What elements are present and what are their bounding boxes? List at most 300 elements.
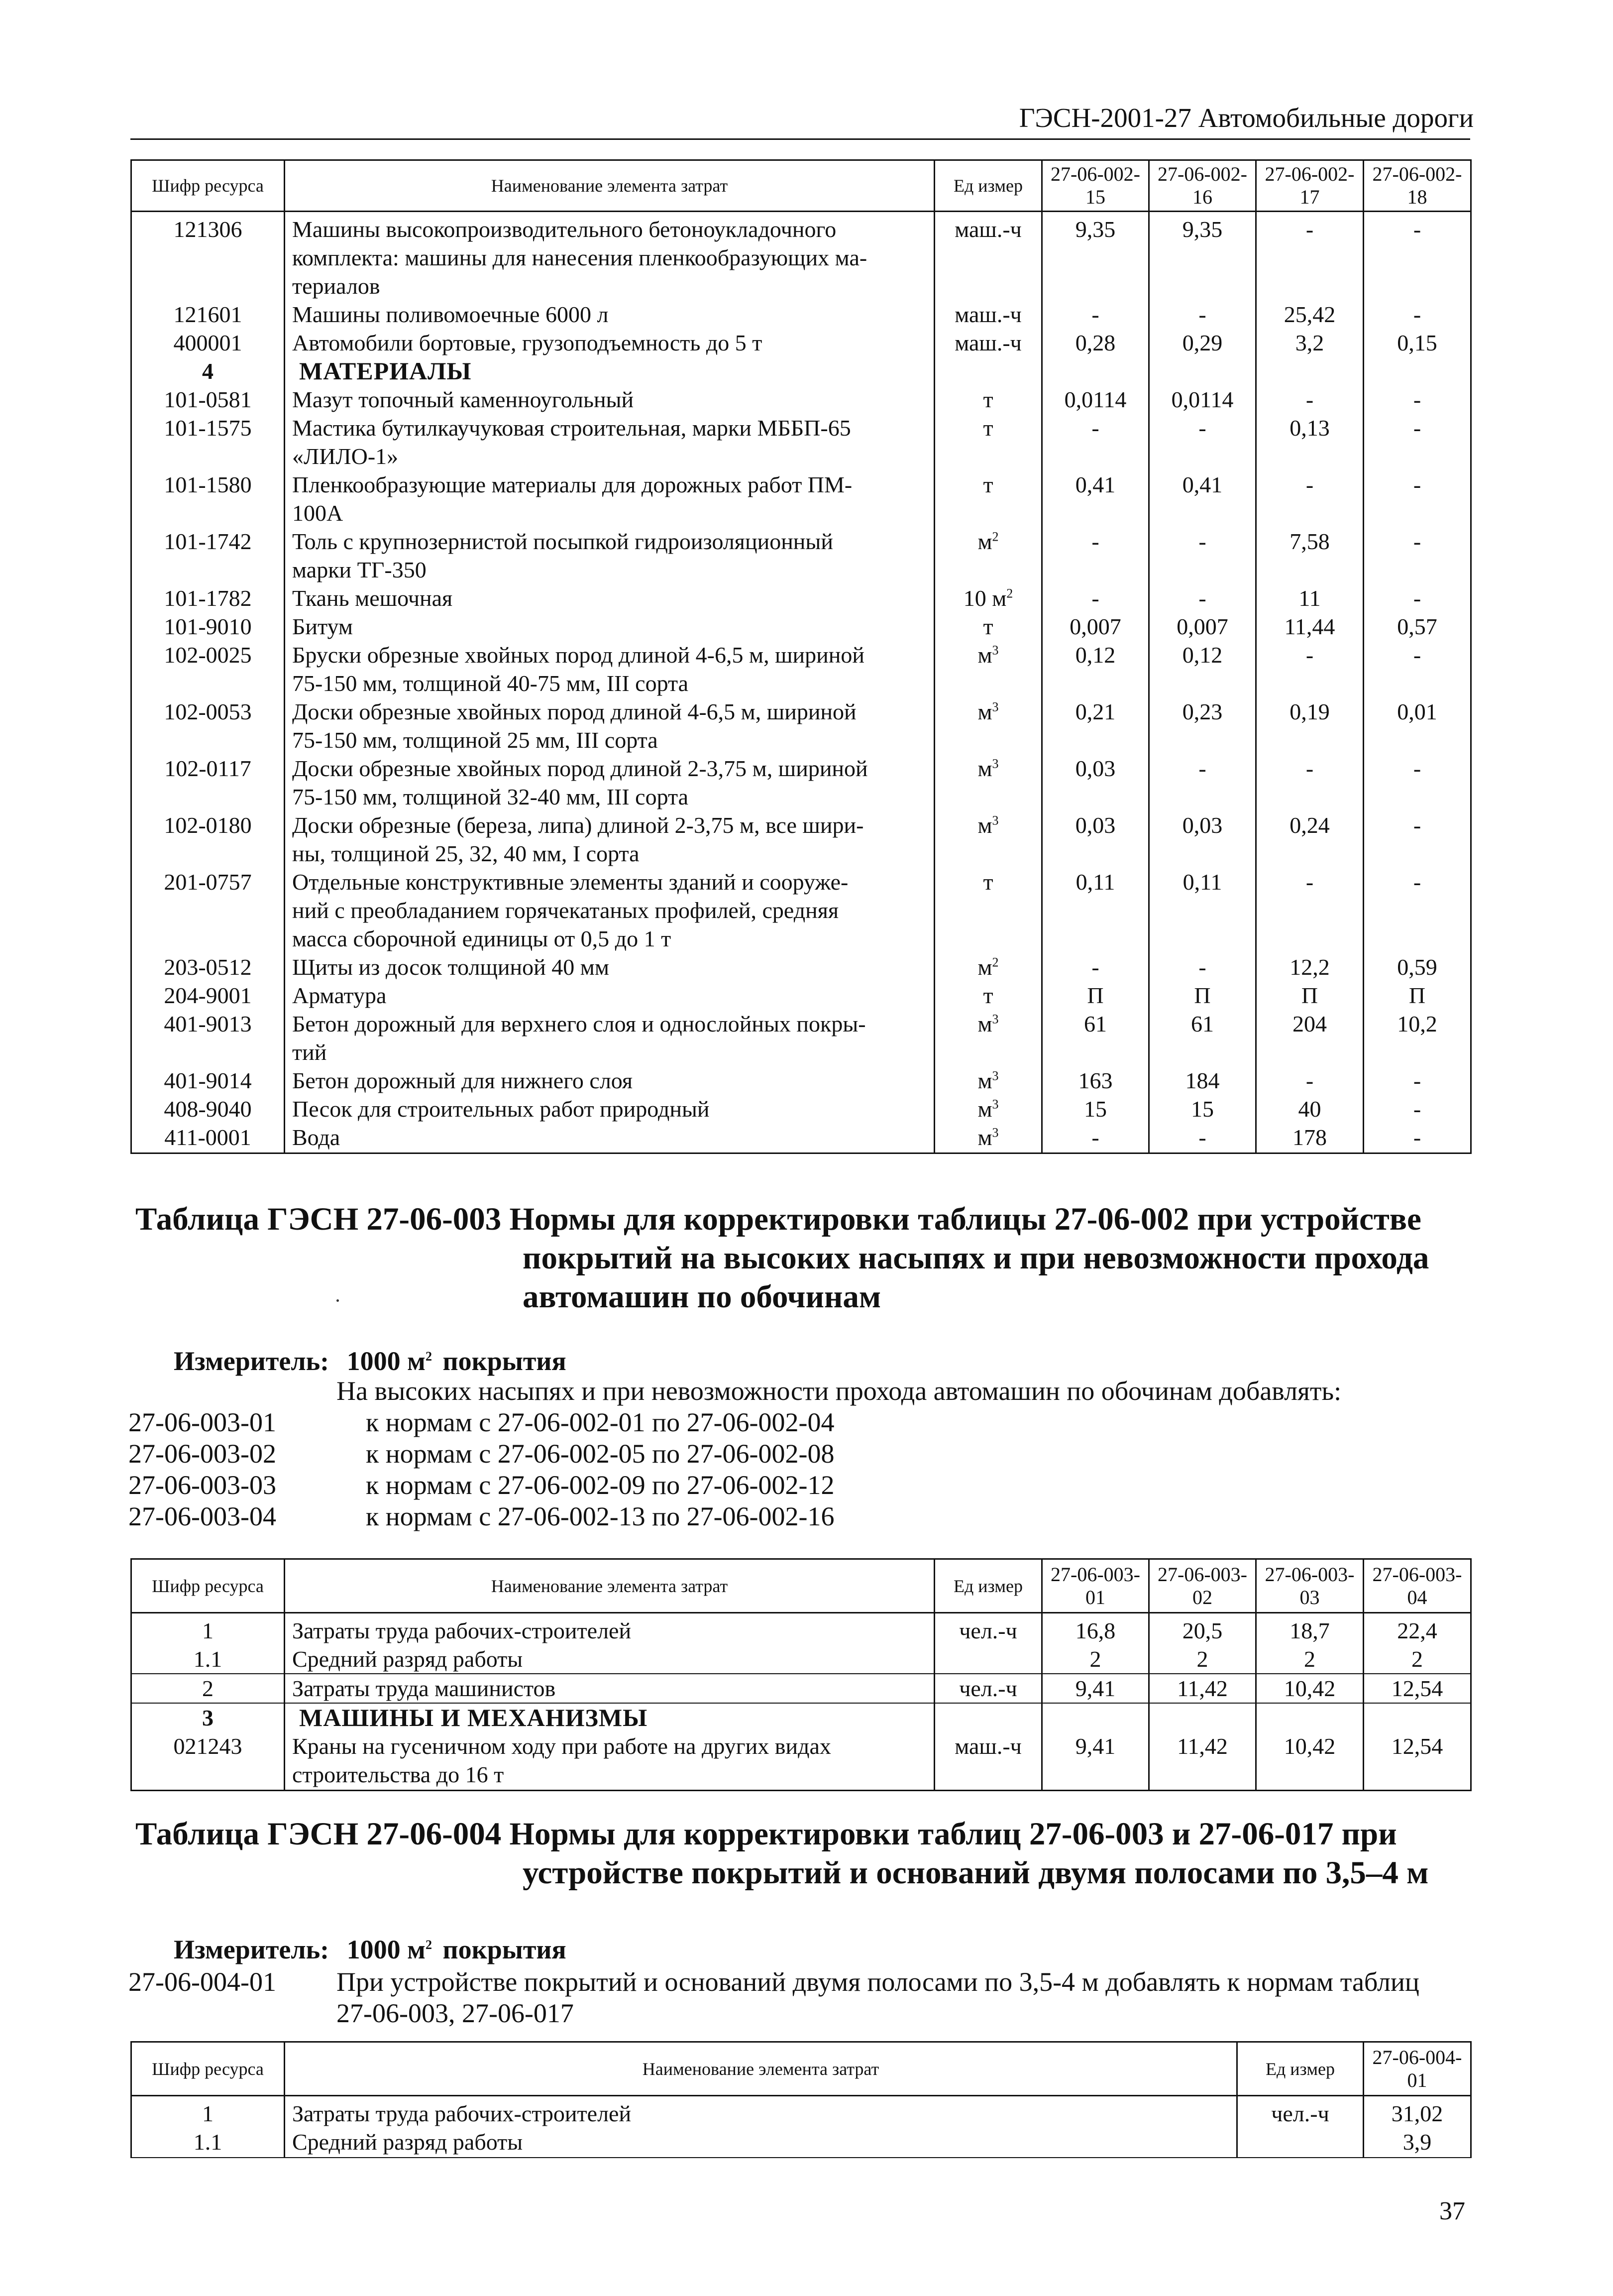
table-row bbox=[131, 726, 1471, 754]
resource-name: Затраты труда рабочих-строителей bbox=[285, 1613, 935, 1645]
norm-value: - bbox=[1364, 1123, 1471, 1153]
resource-unit bbox=[935, 442, 1042, 470]
norm-value: - bbox=[1364, 470, 1471, 499]
norm-value: - bbox=[1364, 641, 1471, 669]
resource-name: Толь с крупнозернистой посыпкой гидроизоляционный bbox=[285, 527, 935, 556]
resource-name: Средний разряд работы bbox=[285, 1645, 935, 1674]
table-row bbox=[131, 499, 1471, 527]
norm-value: 15 bbox=[1042, 1095, 1149, 1123]
unit-text: маш.-ч bbox=[955, 330, 1022, 355]
norm-value: - bbox=[1149, 953, 1256, 981]
norm-value bbox=[1149, 357, 1256, 385]
norm-value: 3,9 bbox=[1364, 2128, 1471, 2158]
table-row bbox=[131, 470, 1471, 499]
resource-code: 1.1 bbox=[131, 1645, 285, 1674]
resource-unit bbox=[935, 556, 1042, 584]
measure-exp: 2 bbox=[425, 1938, 432, 1952]
header-col: 27-06-003-02 bbox=[1149, 1559, 1256, 1613]
norm-value: - bbox=[1042, 414, 1149, 442]
table-row bbox=[131, 414, 1471, 442]
norm-value: 0,11 bbox=[1149, 868, 1256, 896]
unit-exponent: 3 bbox=[992, 643, 999, 658]
norm-value bbox=[1149, 726, 1256, 754]
unit-text: т bbox=[983, 983, 993, 1008]
unit-exponent: 3 bbox=[992, 699, 999, 714]
unit-text: т bbox=[983, 472, 993, 497]
resource-unit bbox=[935, 272, 1042, 300]
norm-value: - bbox=[1149, 527, 1256, 556]
norm-item bbox=[128, 1438, 835, 1469]
norm-value: 0,03 bbox=[1149, 811, 1256, 839]
norm-value bbox=[1256, 1703, 1364, 1732]
norm-value: 0,11 bbox=[1042, 868, 1149, 896]
table-header-row bbox=[131, 1559, 1471, 1613]
resource-unit bbox=[935, 1703, 1042, 1732]
table-row bbox=[131, 783, 1471, 811]
unit-text: т bbox=[983, 614, 993, 639]
resource-name: ны, толщиной 25, 32, 40 мм, I сорта bbox=[285, 839, 935, 868]
resource-unit bbox=[935, 839, 1042, 868]
resource-name: Битум bbox=[285, 612, 935, 641]
resource-name: Средний разряд работы bbox=[285, 2128, 1237, 2158]
resource-code: 101-9010 bbox=[131, 612, 285, 641]
resource-name: Мастика бутилкаучуковая строительная, марки МББП-65 bbox=[285, 414, 935, 442]
resource-unit bbox=[935, 783, 1042, 811]
unit-text: м bbox=[977, 812, 992, 838]
unit-exponent: 3 bbox=[992, 1012, 999, 1027]
measure-value: 1000 м bbox=[346, 1346, 426, 1376]
resource-code: 101-0581 bbox=[131, 385, 285, 414]
unit-exponent: 3 bbox=[992, 813, 999, 828]
resource-name: Затраты труда рабочих-строителей bbox=[285, 2096, 1237, 2128]
resource-unit bbox=[935, 669, 1042, 697]
norm-value: - bbox=[1149, 584, 1256, 612]
resource-name: Бетон дорожный для нижнего слоя bbox=[285, 1066, 935, 1095]
table-header-row bbox=[131, 160, 1471, 212]
norm-value bbox=[1256, 669, 1364, 697]
norm-value: - bbox=[1364, 300, 1471, 329]
norm-value bbox=[1256, 499, 1364, 527]
resource-unit bbox=[935, 212, 1042, 244]
norm-value bbox=[1364, 726, 1471, 754]
print-speck bbox=[336, 1299, 339, 1302]
header-name: Наименование элемента затрат bbox=[285, 2042, 1237, 2096]
norm-value: 0,12 bbox=[1042, 641, 1149, 669]
norm-value bbox=[1364, 669, 1471, 697]
norm-value: - bbox=[1042, 300, 1149, 329]
table-row bbox=[131, 641, 1471, 669]
header-code: Шифр ресурса bbox=[131, 2042, 285, 2096]
unit-text: 10 м bbox=[963, 585, 1007, 611]
resource-code: 101-1782 bbox=[131, 584, 285, 612]
norm-value: 0,15 bbox=[1364, 329, 1471, 357]
norm-value bbox=[1149, 896, 1256, 924]
resource-unit bbox=[935, 1010, 1042, 1038]
resource-code: 204-9001 bbox=[131, 981, 285, 1010]
norm-value: - bbox=[1364, 811, 1471, 839]
norm-value bbox=[1042, 499, 1149, 527]
resource-unit bbox=[935, 1038, 1042, 1066]
unit-exponent: 3 bbox=[992, 756, 999, 771]
norm-value: 9,35 bbox=[1149, 212, 1256, 244]
resource-name: териалов bbox=[285, 272, 935, 300]
unit-exponent: 3 bbox=[992, 1097, 999, 1112]
resource-code: 121601 bbox=[131, 300, 285, 329]
resource-code bbox=[131, 896, 285, 924]
norm-value: 163 bbox=[1042, 1066, 1149, 1095]
norm-value bbox=[1364, 1703, 1471, 1732]
norm-value: 11,42 bbox=[1149, 1732, 1256, 1760]
header-col: 27-06-003-03 bbox=[1256, 1559, 1364, 1613]
resource-name: тий bbox=[285, 1038, 935, 1066]
page-number: 37 bbox=[1439, 2197, 1465, 2225]
table-row bbox=[131, 868, 1471, 896]
resource-unit bbox=[935, 754, 1042, 783]
header-code: Шифр ресурса bbox=[131, 160, 285, 212]
resource-name: Машины высокопроизводительного бетоноукладочного bbox=[285, 212, 935, 244]
resource-code: 121306 bbox=[131, 212, 285, 244]
norm-value bbox=[1149, 499, 1256, 527]
unit-text: т bbox=[983, 869, 993, 895]
norm-value: 0,24 bbox=[1256, 811, 1364, 839]
norm-value bbox=[1042, 272, 1149, 300]
norm-value: - bbox=[1042, 584, 1149, 612]
table-row bbox=[131, 212, 1471, 244]
norm-value: - bbox=[1042, 527, 1149, 556]
norm-value: 20,5 bbox=[1149, 1613, 1256, 1645]
norm-value: 0,007 bbox=[1042, 612, 1149, 641]
norm-value bbox=[1042, 556, 1149, 584]
resource-unit bbox=[935, 329, 1042, 357]
norm-text: к нормам с 27-06-002-01 по 27-06-002-04 bbox=[366, 1407, 835, 1437]
header-col: 27-06-002-15 bbox=[1042, 160, 1149, 212]
norm-value: - bbox=[1149, 414, 1256, 442]
norm-value: 40 bbox=[1256, 1095, 1364, 1123]
norm-text: к нормам с 27-06-002-13 по 27-06-002-16 bbox=[366, 1501, 835, 1531]
resource-code: 102-0180 bbox=[131, 811, 285, 839]
title-line: Таблица ГЭСН 27-06-004 Нормы для корректировки таблиц 27-06-003 и 27-06-017 при bbox=[135, 1816, 1397, 1852]
resource-unit bbox=[935, 726, 1042, 754]
resource-code: 1 bbox=[131, 2096, 285, 2128]
unit-exponent: 2 bbox=[1006, 586, 1013, 601]
norm-value bbox=[1256, 839, 1364, 868]
table-row bbox=[131, 811, 1471, 839]
resource-code bbox=[131, 783, 285, 811]
resource-unit bbox=[935, 470, 1042, 499]
norm-item bbox=[128, 1501, 835, 1532]
table-body bbox=[131, 1613, 1471, 1791]
norm-value bbox=[1256, 1038, 1364, 1066]
norm-value: - bbox=[1364, 584, 1471, 612]
norm-value bbox=[1256, 783, 1364, 811]
norm-value bbox=[1256, 272, 1364, 300]
norm-value bbox=[1149, 1760, 1256, 1791]
resource-unit bbox=[935, 357, 1042, 385]
norm-value: П bbox=[1042, 981, 1149, 1010]
table-row bbox=[131, 329, 1471, 357]
table-row bbox=[131, 1095, 1471, 1123]
title-line: устройстве покрытий и оснований двумя полосами по 3,5–4 м bbox=[523, 1855, 1429, 1891]
unit-text: м bbox=[977, 1096, 992, 1122]
norm-value bbox=[1149, 783, 1256, 811]
header-rule bbox=[130, 138, 1470, 140]
resource-unit bbox=[935, 612, 1042, 641]
measure-suffix: покрытия bbox=[442, 1935, 566, 1964]
resource-unit bbox=[935, 1760, 1042, 1791]
resource-name: масса сборочной единицы от 0,5 до 1 т bbox=[285, 924, 935, 953]
norm-value: - bbox=[1256, 1066, 1364, 1095]
unit-text: т bbox=[983, 415, 993, 441]
resource-unit bbox=[935, 414, 1042, 442]
norm-value bbox=[1149, 243, 1256, 272]
norm-value: 0,29 bbox=[1149, 329, 1256, 357]
norm-value: 25,42 bbox=[1256, 300, 1364, 329]
resource-name: 75-150 мм, толщиной 32-40 мм, III сорта bbox=[285, 783, 935, 811]
resource-name: Доски обрезные хвойных пород длиной 4-6,5 м, шириной bbox=[285, 697, 935, 726]
norm-value: 0,41 bbox=[1149, 470, 1256, 499]
resource-name: Доски обрезные (береза, липа) длиной 2-3,75 м, все шири- bbox=[285, 811, 935, 839]
resource-code: 201-0757 bbox=[131, 868, 285, 896]
norm-value bbox=[1149, 839, 1256, 868]
resource-code: 203-0512 bbox=[131, 953, 285, 981]
unit-text: м bbox=[977, 1068, 992, 1093]
norm-value: П bbox=[1149, 981, 1256, 1010]
norm-value bbox=[1042, 1760, 1149, 1791]
norm-value: - bbox=[1256, 641, 1364, 669]
norm-value: - bbox=[1364, 1066, 1471, 1095]
table-row bbox=[131, 896, 1471, 924]
table-row bbox=[131, 1613, 1471, 1645]
resource-name: Бетон дорожный для верхнего слоя и однослойных покры- bbox=[285, 1010, 935, 1038]
norm-value bbox=[1256, 1760, 1364, 1791]
norm-value: 184 bbox=[1149, 1066, 1256, 1095]
norm-value: 11,44 bbox=[1256, 612, 1364, 641]
table-title-27-06-003 bbox=[135, 1200, 1474, 1316]
resource-unit bbox=[935, 527, 1042, 556]
norm-value: - bbox=[1042, 1123, 1149, 1153]
resource-name: Бруски обрезные хвойных пород длиной 4-6,5 м, шириной bbox=[285, 641, 935, 669]
norm-value: - bbox=[1364, 527, 1471, 556]
table-row bbox=[131, 243, 1471, 272]
norm-value: 0,12 bbox=[1149, 641, 1256, 669]
norm-value: 11,42 bbox=[1149, 1674, 1256, 1703]
norm-value: 9,41 bbox=[1042, 1732, 1149, 1760]
table-row bbox=[131, 1010, 1471, 1038]
norm-value bbox=[1364, 1038, 1471, 1066]
resource-code bbox=[131, 1038, 285, 1066]
resource-name: строительства до 16 т bbox=[285, 1760, 935, 1791]
norm-value: 16,8 bbox=[1042, 1613, 1149, 1645]
header-code: Шифр ресурса bbox=[131, 1559, 285, 1613]
resource-code bbox=[131, 726, 285, 754]
header-col: 27-06-003-04 bbox=[1364, 1559, 1471, 1613]
norm-value bbox=[1364, 839, 1471, 868]
header-unit: Ед измер bbox=[1237, 2042, 1364, 2096]
resource-code: 102-0025 bbox=[131, 641, 285, 669]
resource-code: 3 bbox=[131, 1703, 285, 1732]
norm-value bbox=[1364, 556, 1471, 584]
norm-value: 3,2 bbox=[1256, 329, 1364, 357]
resource-unit bbox=[935, 499, 1042, 527]
resource-code: 101-1575 bbox=[131, 414, 285, 442]
unit-text: м bbox=[977, 699, 992, 724]
norm-value: 9,41 bbox=[1042, 1674, 1149, 1703]
norm-code: 27-06-004-01 bbox=[128, 1967, 276, 1997]
norm-value: 10,42 bbox=[1256, 1674, 1364, 1703]
unit-text: чел.-ч bbox=[1271, 2101, 1329, 2126]
resource-unit bbox=[935, 697, 1042, 726]
norm-value: 0,13 bbox=[1256, 414, 1364, 442]
norm-value bbox=[1042, 1038, 1149, 1066]
norm-text: к нормам с 27-06-002-09 по 27-06-002-12 bbox=[366, 1470, 835, 1500]
resource-code bbox=[131, 839, 285, 868]
norm-value: 204 bbox=[1256, 1010, 1364, 1038]
resource-unit bbox=[935, 584, 1042, 612]
table-row bbox=[131, 385, 1471, 414]
header-name: Наименование элемента затрат bbox=[285, 160, 935, 212]
title-line: автомашин по обочинам bbox=[523, 1279, 881, 1315]
norm-value bbox=[1364, 243, 1471, 272]
table-row bbox=[131, 669, 1471, 697]
norm-value: 9,35 bbox=[1042, 212, 1149, 244]
table-row bbox=[131, 2128, 1471, 2158]
table-row bbox=[131, 357, 1471, 385]
measure-unit bbox=[174, 1346, 566, 1377]
resource-name: Автомобили бортовые, грузоподъемность до 5 т bbox=[285, 329, 935, 357]
unit-text: м bbox=[977, 529, 992, 554]
table-row bbox=[131, 1674, 1471, 1703]
norm-value bbox=[1256, 556, 1364, 584]
unit-exponent: 2 bbox=[992, 955, 999, 970]
table-body bbox=[131, 2096, 1471, 2158]
norm-value: 2 bbox=[1042, 1645, 1149, 1674]
measure-label: Измеритель: bbox=[174, 1935, 329, 1964]
resource-unit bbox=[935, 896, 1042, 924]
unit-text: маш.-ч bbox=[955, 1733, 1022, 1759]
norm-value: 0,007 bbox=[1149, 612, 1256, 641]
norm-value: - bbox=[1364, 868, 1471, 896]
header-col: 27-06-004-01 bbox=[1364, 2042, 1471, 2096]
norm-value: 10,2 bbox=[1364, 1010, 1471, 1038]
norm-value bbox=[1042, 669, 1149, 697]
norm-value: - bbox=[1364, 414, 1471, 442]
table-row bbox=[131, 1038, 1471, 1066]
unit-text: чел.-ч bbox=[959, 1618, 1017, 1643]
norm-value: П bbox=[1364, 981, 1471, 1010]
norm-value bbox=[1149, 556, 1256, 584]
unit-text: м bbox=[977, 1011, 992, 1036]
norm-value bbox=[1364, 499, 1471, 527]
norm-value bbox=[1042, 357, 1149, 385]
resource-table-27-06-004 bbox=[130, 2041, 1472, 2158]
header-unit: Ед измер bbox=[935, 160, 1042, 212]
norm-value: 10,42 bbox=[1256, 1732, 1364, 1760]
table-row bbox=[131, 272, 1471, 300]
resource-name: Отдельные конструктивные элементы зданий и сооруже- bbox=[285, 868, 935, 896]
norm-value bbox=[1364, 272, 1471, 300]
norm-value bbox=[1364, 896, 1471, 924]
table-row bbox=[131, 754, 1471, 783]
title-line: Таблица ГЭСН 27-06-003 Нормы для корректировки таблицы 27-06-002 при устройстве bbox=[135, 1201, 1421, 1237]
resource-code: 1.1 bbox=[131, 2128, 285, 2158]
measure-label: Измеритель: bbox=[174, 1346, 329, 1376]
resource-unit bbox=[935, 1613, 1042, 1645]
resource-code: 101-1742 bbox=[131, 527, 285, 556]
norm-value: - bbox=[1364, 754, 1471, 783]
norm-value bbox=[1149, 1703, 1256, 1732]
norm-code: 27-06-003-01 bbox=[128, 1407, 276, 1437]
resource-unit bbox=[1237, 2096, 1364, 2128]
resource-code: 102-0053 bbox=[131, 697, 285, 726]
resource-unit bbox=[935, 981, 1042, 1010]
resource-code: 408-9040 bbox=[131, 1095, 285, 1123]
resource-unit bbox=[935, 811, 1042, 839]
norm-value: - bbox=[1364, 1095, 1471, 1123]
norm-value bbox=[1042, 924, 1149, 953]
resource-code bbox=[131, 556, 285, 584]
norm-value bbox=[1364, 1760, 1471, 1791]
table-row bbox=[131, 527, 1471, 556]
norm-text-continued: 27-06-003, 27-06-017 bbox=[336, 1998, 574, 2028]
resource-code bbox=[131, 1760, 285, 1791]
resource-code: 2 bbox=[131, 1674, 285, 1703]
norm-value: 178 bbox=[1256, 1123, 1364, 1153]
table-row bbox=[131, 1703, 1471, 1732]
norm-text: к нормам с 27-06-002-05 по 27-06-002-08 bbox=[366, 1439, 835, 1469]
resource-name: Щиты из досок толщиной 40 мм bbox=[285, 953, 935, 981]
norm-value bbox=[1364, 442, 1471, 470]
norm-value: 22,4 bbox=[1364, 1613, 1471, 1645]
measure-suffix: покрытия bbox=[442, 1346, 566, 1376]
norm-value: 15 bbox=[1149, 1095, 1256, 1123]
resource-name: Мазут топочный каменноугольный bbox=[285, 385, 935, 414]
resource-unit bbox=[935, 924, 1042, 953]
resource-code: 401-9013 bbox=[131, 1010, 285, 1038]
norm-value: 12,54 bbox=[1364, 1732, 1471, 1760]
table-row bbox=[131, 1066, 1471, 1095]
resource-name: 100А bbox=[285, 499, 935, 527]
norm-value: 0,28 bbox=[1042, 329, 1149, 357]
resource-name: 75-150 мм, толщиной 25 мм, III сорта bbox=[285, 726, 935, 754]
measure-unit bbox=[174, 1934, 566, 1965]
norm-code: 27-06-003-04 bbox=[128, 1501, 276, 1531]
norm-value bbox=[1256, 726, 1364, 754]
norm-value bbox=[1256, 896, 1364, 924]
header-name: Наименование элемента затрат bbox=[285, 1559, 935, 1613]
norm-value: 7,58 bbox=[1256, 527, 1364, 556]
resource-code: 401-9014 bbox=[131, 1066, 285, 1095]
norm-value bbox=[1256, 357, 1364, 385]
resource-name: Машины поливомоечные 6000 л bbox=[285, 300, 935, 329]
norm-value: - bbox=[1042, 953, 1149, 981]
resource-unit bbox=[935, 1674, 1042, 1703]
norm-value bbox=[1364, 357, 1471, 385]
resource-name: Арматура bbox=[285, 981, 935, 1010]
norm-value: - bbox=[1256, 754, 1364, 783]
resource-name: ний с преобладанием горячекатаных профилей, средняя bbox=[285, 896, 935, 924]
resource-code bbox=[131, 243, 285, 272]
resource-code: 021243 bbox=[131, 1732, 285, 1760]
norm-text: При устройстве покрытий и оснований двумя полосами по 3,5-4 м добавлять к нормам таблиц bbox=[336, 1967, 1419, 1997]
norm-value bbox=[1149, 669, 1256, 697]
unit-text: м bbox=[977, 756, 992, 781]
resource-name: 75-150 мм, толщиной 40-75 мм, III сорта bbox=[285, 669, 935, 697]
header-col: 27-06-002-17 bbox=[1256, 160, 1364, 212]
table-row bbox=[131, 953, 1471, 981]
table-row bbox=[131, 584, 1471, 612]
norm-value bbox=[1256, 924, 1364, 953]
resource-unit bbox=[935, 1732, 1042, 1760]
